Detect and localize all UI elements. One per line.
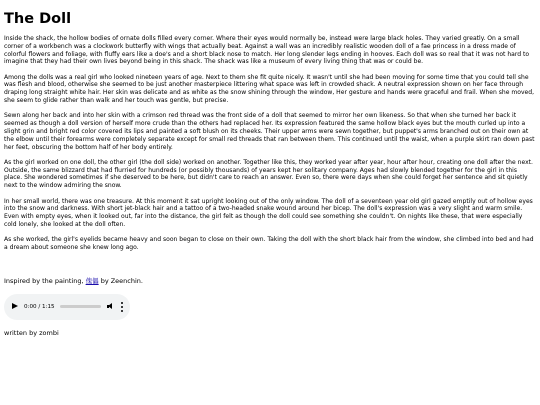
credit-prefix: Inspired by the painting, bbox=[4, 276, 86, 285]
author-line: written by zombi bbox=[4, 328, 59, 337]
page-title: The Doll bbox=[4, 11, 72, 27]
inspiration-credit bbox=[4, 277, 536, 286]
story-body bbox=[4, 35, 536, 252]
play-icon[interactable] bbox=[10, 302, 19, 311]
audio-time: 0:00 / 1:15 bbox=[24, 303, 55, 310]
story-paragraph-1: Inside the shack, the hollow bodies of ornate dolls filled every corner. Where their eyes would normally be, instead were large black holes. They varied greatly. On a small corner of a workbench was a clockwork butterfly with wings that actually beat. Against a wall was an incredibly realistic wooden doll of a fae princess in a dress made of colorful flowers and foliage, with fluffy ears like a doe's and a short black nose to match. Her long slender legs ending in hooves. Each doll was so real that it was not hard to imagine that they had their own lives beyond being in this shack. The shack was like a museum of every living thing that was or could be. bbox=[4, 35, 530, 66]
story-paragraph-6: As she worked, the girl's eyelids became heavy and soon began to close on their own. Taking the doll with the short black hair from the window, she climbed into bed and had a dream about someone she knew long ago. bbox=[4, 236, 534, 252]
story-paragraph-3: Sewn along her back and into her skin with a crimson red thread was the front side of a doll that seemed to mirror her own likeness. So that when she turned her back it seemed as though a doll version of herself more crude than the others had replaced her. Its expression featured the same hollow black eyes but the mouth curled up into a slight grin and bright red color covered its lips and painted a soft blush on its cheeks. Their upper arms were sewn together, but puppet's arms branched out on their own at the elbow until their forearms were completely separate except for small red threads that ran between them. This continued until the waist, when a purple skirt ran down past her feet, obscuring the bottom half of her body entirely. bbox=[4, 112, 535, 151]
audio-progress-track[interactable] bbox=[60, 305, 101, 308]
story-paragraph-4: As the girl worked on one doll, the other girl (the doll side) worked on another. Together like this, they worked year after year, hour after hour, creating one doll after the next. Outside, the same blizzard that had flurried for hundreds (or possibly thousands) of years kept her solitary company. Ages had slowly blended together for the girl in this place. She wondered sometimes if she deserved to be here, but didn't care to reach an answer. Even so, there were days when she could forget her sentence and sit quietly next to the window admiring the snow. bbox=[4, 158, 533, 190]
painting-link[interactable]: 傀儡 bbox=[85, 276, 99, 285]
volume-icon[interactable] bbox=[106, 302, 115, 311]
story-paragraph-5: In her small world, there was one treasure. At this moment it sat upright looking out of the only window. The doll of a seventeen year old girl gazed emptily out of hollow eyes into the snow and darkness. With short jet-black hair and a tattoo of a two-headed snake wound around her bicep. The doll's expression was a very slight and warm smile. Even with empty eyes, when it looked out, far into the distance, the girl felt as though the doll could see something she couldn't. On nights like these, that were especially cold lonely, she looked at the doll often. bbox=[4, 197, 533, 228]
story-paragraph-2: Among the dolls was a real girl who looked nineteen years of age. Next to them she fit quite nicely. It wasn't until she had been moving for some time that you could tell she was flesh and blood, otherwise she seemed to be just another masterpiece littering what space was left in crowded shack. A neutral expression shown on her face through draping long straight white hair. Her skin was delicate and as white as the snow shining through the window, Her gesture and hands were graceful and frail. When she moved, she seem to glide rather than walk and her touch was gentle, but precise. bbox=[4, 73, 535, 105]
audio-player[interactable] bbox=[4, 294, 130, 320]
credit-suffix: by Zeenchin. bbox=[98, 276, 143, 285]
more-options-icon[interactable] bbox=[120, 302, 124, 312]
